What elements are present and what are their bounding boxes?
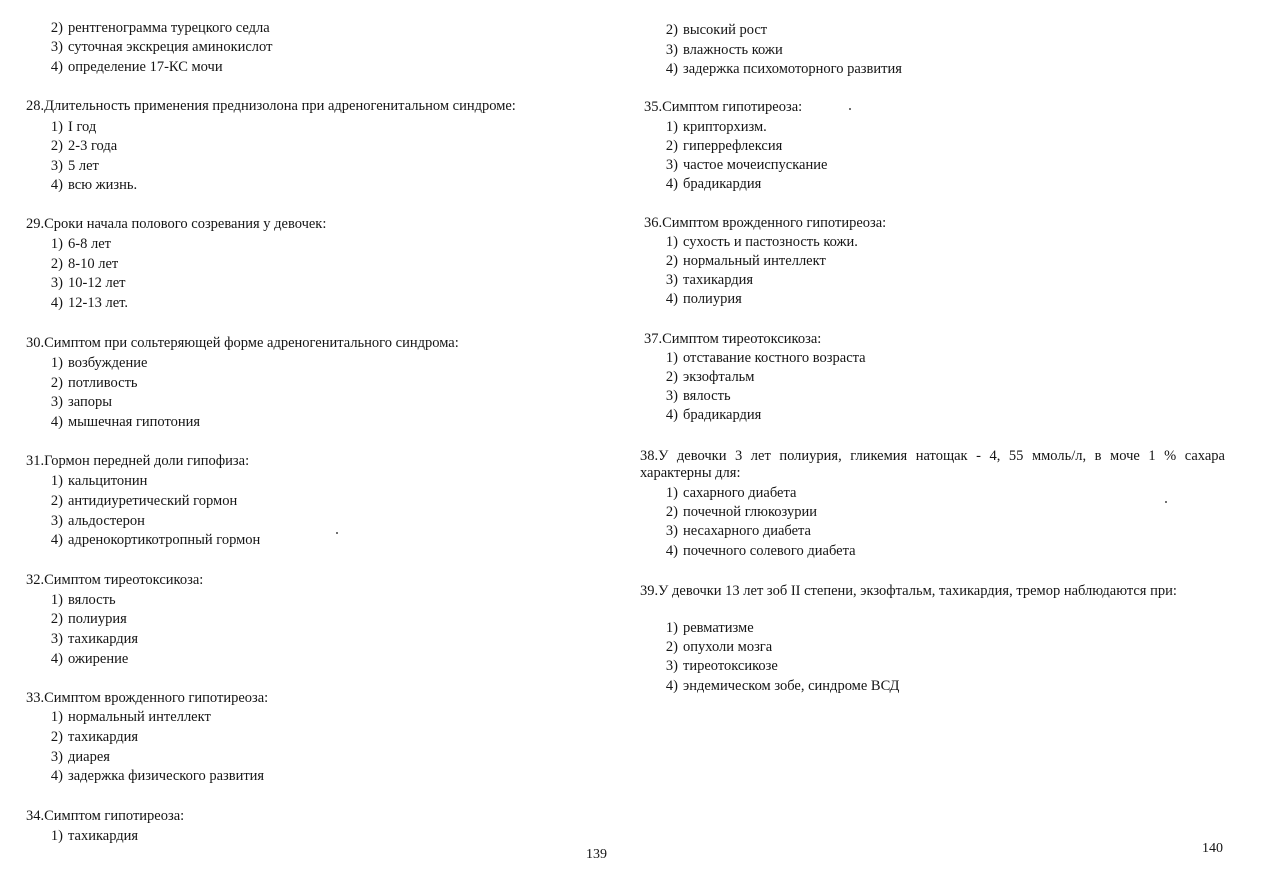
option: 2) 2-3 года bbox=[50, 138, 118, 154]
option: 3) тиреотоксикозе bbox=[665, 658, 778, 674]
option: 1) нормальный интеллект bbox=[50, 709, 211, 725]
right-page bbox=[620, 0, 1263, 893]
option: 3) несахарного диабета bbox=[665, 523, 811, 539]
question-title: 31.Гормон передней доли гипофиза: bbox=[26, 453, 250, 469]
option: 2) экзофтальм bbox=[665, 369, 755, 385]
option: 2) 8-10 лет bbox=[50, 256, 119, 272]
question-title: 36.Симптом врожденного гипотиреоза: bbox=[644, 215, 887, 231]
option: 1) кальцитонин bbox=[50, 473, 148, 489]
option: 3) тахикардия bbox=[50, 631, 139, 647]
option: 1) ревматизме bbox=[665, 620, 754, 636]
option: 1) возбуждение bbox=[50, 355, 148, 371]
question-title: 38.У девочки 3 лет полиурия, гликемия натощак - 4, 55 ммоль/л, в моче 1 % сахара характерны для: bbox=[640, 448, 1225, 481]
option: 4) задержка физического развития bbox=[50, 768, 265, 784]
option: 4) ожирение bbox=[50, 651, 129, 667]
option: 3) 10-12 лет bbox=[50, 275, 126, 291]
option: 1) 6-8 лет bbox=[50, 236, 111, 252]
option: 2) высокий рост bbox=[665, 22, 768, 38]
option: 1) сахарного диабета bbox=[665, 485, 797, 501]
option: 3) тахикардия bbox=[665, 272, 754, 288]
question-title: 39.У девочки 13 лет зоб II степени, экзофтальм, тахикардия, тремор наблюдаются при: bbox=[640, 583, 1177, 599]
question-title: 37.Симптом тиреотоксикоза: bbox=[644, 331, 822, 347]
scan-speck bbox=[849, 108, 851, 110]
page-number: 140 bbox=[1202, 841, 1223, 856]
option: 4) задержка психомоторного развития bbox=[665, 61, 902, 77]
option: 4) всю жизнь. bbox=[50, 177, 138, 193]
option: 3) альдостерон bbox=[50, 513, 145, 529]
option: 4) брадикардия bbox=[665, 407, 762, 423]
option: 1) вялость bbox=[50, 592, 116, 608]
option: 1) отставание костного возраста bbox=[665, 350, 866, 366]
option: 3) вялость bbox=[665, 388, 731, 404]
question-title: 30.Симптом при сольтеряющей форме адреногенитального синдрома: bbox=[26, 335, 459, 351]
option: 4) полиурия bbox=[665, 291, 742, 307]
option: 1) тахикардия bbox=[50, 828, 139, 844]
option: 2) потливость bbox=[50, 375, 138, 391]
question-title: 32.Симптом тиреотоксикоза: bbox=[26, 572, 204, 588]
page-number: 139 bbox=[586, 847, 607, 862]
question-title: 28.Длительность применения преднизолона при адреногенитальном синдроме: bbox=[26, 98, 516, 114]
option: 3) диарея bbox=[50, 749, 110, 765]
option: 3) запоры bbox=[50, 394, 112, 410]
option: 2) гиперрефлексия bbox=[665, 138, 783, 154]
option: 4) эндемическом зобе, синдроме ВСД bbox=[665, 678, 900, 694]
question-title: 34.Симптом гипотиреоза: bbox=[26, 808, 185, 824]
option: 3) суточная экскреция аминокислот bbox=[50, 39, 273, 55]
option: 4) мышечная гипотония bbox=[50, 414, 201, 430]
option: 2) полиурия bbox=[50, 611, 127, 627]
option: 2) тахикардия bbox=[50, 729, 139, 745]
option: 4) адренокортикотропный гормон bbox=[50, 532, 261, 548]
option: 1) крипторхизм. bbox=[665, 119, 767, 135]
option: 3) 5 лет bbox=[50, 158, 99, 174]
option: 2) антидиуретический гормон bbox=[50, 493, 238, 509]
option: 4) 12-13 лет. bbox=[50, 295, 128, 311]
option: 4) брадикардия bbox=[665, 176, 762, 192]
option: 2) нормальный интеллект bbox=[665, 253, 826, 269]
question-title: 35.Симптом гипотиреоза: bbox=[644, 99, 803, 115]
option: 2) опухоли мозга bbox=[665, 639, 773, 655]
option: 1) сухость и пастозность кожи. bbox=[665, 234, 858, 250]
option: 2) почечной глюкозурии bbox=[665, 504, 817, 520]
question-title: 29.Сроки начала полового созревания у девочек: bbox=[26, 216, 327, 232]
option: 1) I год bbox=[50, 119, 97, 135]
option: 4) определение 17-КС мочи bbox=[50, 59, 223, 75]
scan-speck bbox=[336, 532, 338, 534]
option: 3) влажность кожи bbox=[665, 42, 783, 58]
option: 2) рентгенограмма турецкого седла bbox=[50, 20, 270, 36]
option: 4) почечного солевого диабета bbox=[665, 543, 856, 559]
option: 3) частое мочеиспускание bbox=[665, 157, 828, 173]
scan-speck bbox=[1165, 501, 1167, 503]
left-page bbox=[0, 0, 620, 893]
question-title: 33.Симптом врожденного гипотиреоза: bbox=[26, 690, 269, 706]
